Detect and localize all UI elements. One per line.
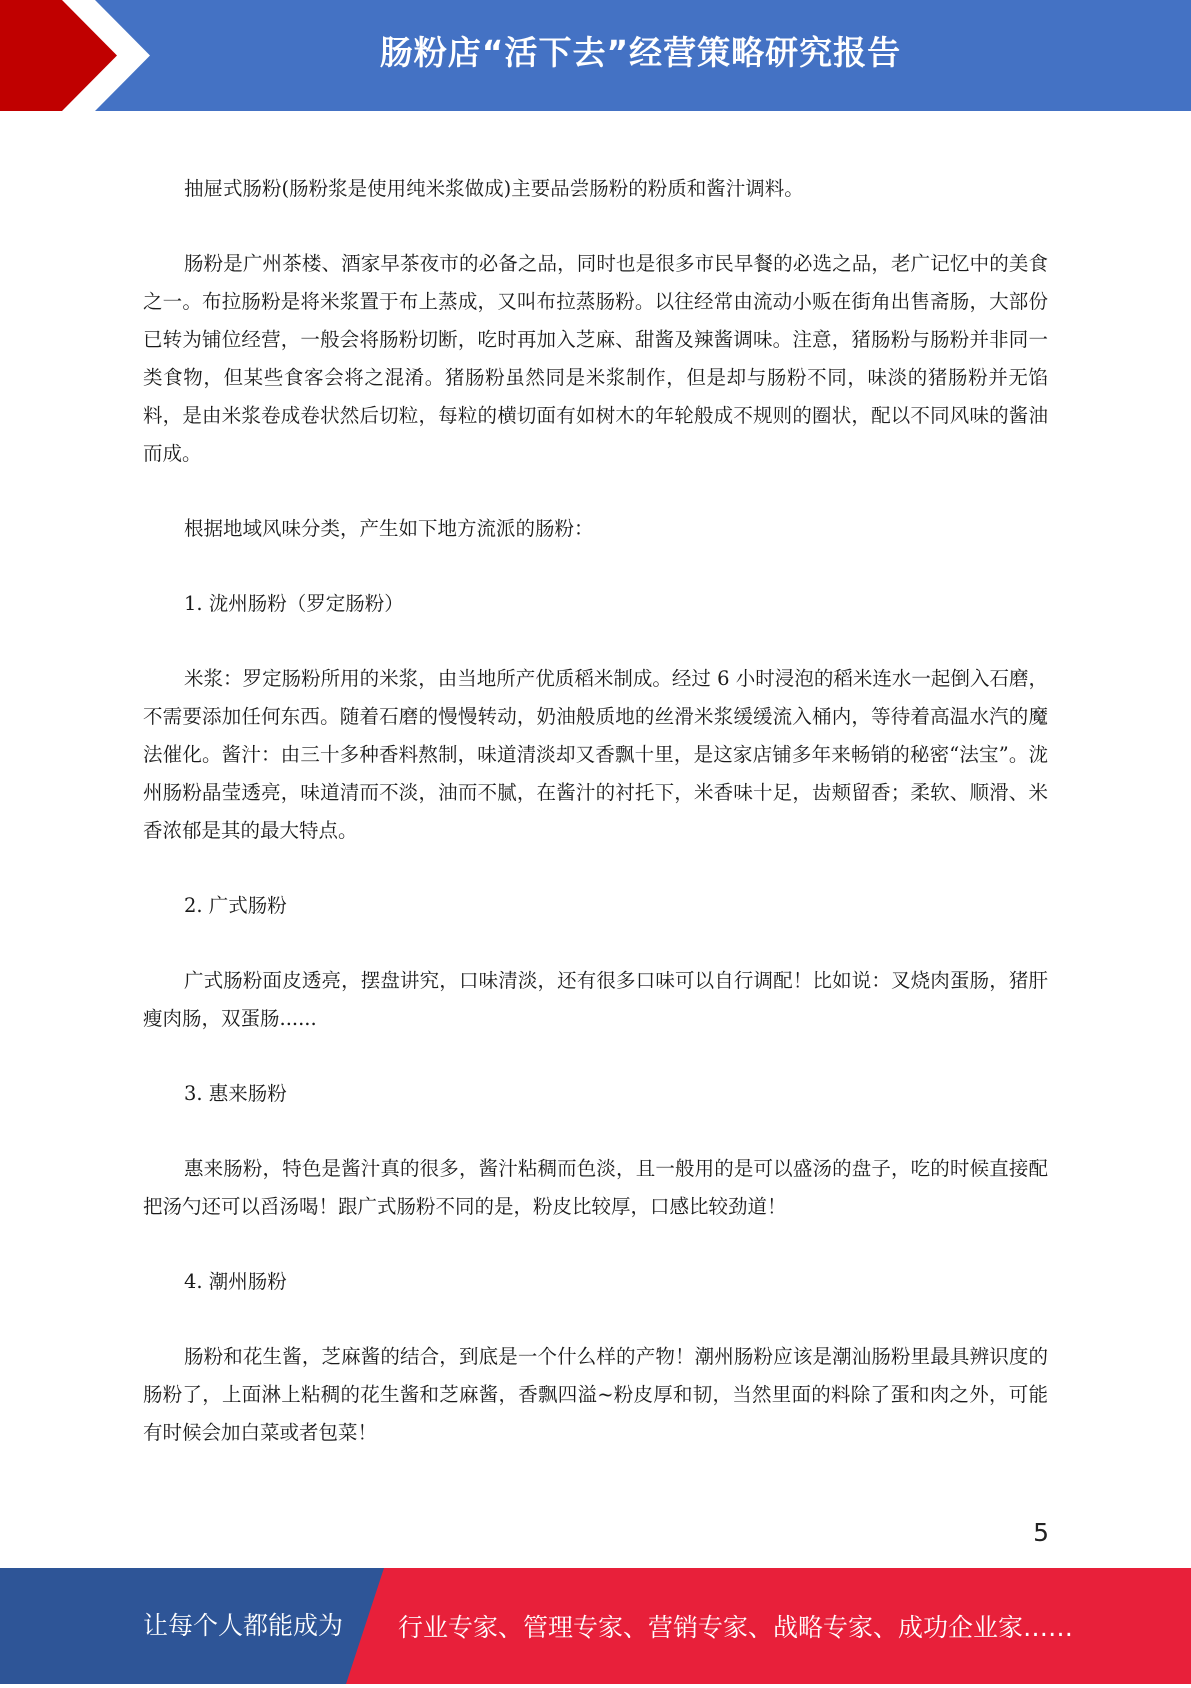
- section-heading: 3. 惠来肠粉: [184, 1082, 287, 1105]
- header-band: [0, 0, 1191, 111]
- paragraph: 根据地域风味分类，产生如下地方流派的肠粉：: [184, 517, 594, 540]
- page-title: 肠粉店“活下去”经营策略研究报告: [379, 33, 902, 72]
- footer-slogan-left: 让每个人都能成为: [143, 1611, 344, 1640]
- section-heading: 2. 广式肠粉: [184, 894, 287, 917]
- paragraph: 肠粉是广州茶楼、酒家早茶夜市的必备之品，同时也是很多市民早餐的必选之品，老广记忆中的美食之一。布拉肠粉是将米浆置于布上蒸成，又叫布拉蒸肠粉。以往经常由流动小贩在街角出售斋肠，大部份已转为铺位经营，一般会将肠粉切断，吃时再加入芝麻、甜酱及辣酱调味。注意，猪肠粉与肠粉并非同一类食物，但某些食客会将之混淆。猪肠粉虽然同是米浆制作，但是却与肠粉不同，味淡的猪肠粉并无馅料，是由米浆卷成卷状然后切粒，每粒的横切面有如树木的年轮般成不规则的圈状，配以不同风味的酱油而成。: [143, 252, 1048, 465]
- section-heading: 1. 泷州肠粉（罗定肠粉）: [184, 592, 404, 615]
- section-heading: 4. 潮州肠粉: [184, 1270, 287, 1293]
- paragraph: 抽屉式肠粉(肠粉浆是使用纯米浆做成)主要品尝肠粉的粉质和酱汁调料。: [184, 177, 804, 200]
- footer-slogan-right: 行业专家、管理专家、营销专家、战略专家、成功企业家……: [398, 1613, 1074, 1642]
- page-number: 5: [1033, 1518, 1049, 1547]
- paragraph: 肠粉和花生酱，芝麻酱的结合，到底是一个什么样的产物！潮州肠粉应该是潮汕肠粉里最具辨识度的肠粉了，上面淋上粘稠的花生酱和芝麻酱，香飘四溢~粉皮厚和韧，当然里面的料除了蛋和肉之外，可能有时候会加白菜或者包菜！: [143, 1345, 1048, 1444]
- paragraph: 米浆：罗定肠粉所用的米浆，由当地所产优质稻米制成。经过 6 小时浸泡的稻米连水一起倒入石磨，不需要添加任何东西。随着石磨的慢慢转动，奶油般质地的丝滑米浆缓缓流入桶内，等待着高温水汽的魔法催化。酱汁：由三十多种香料熬制，味道清淡却又香飘十里，是这家店铺多年来畅销的秘密“法宝”。泷州肠粉晶莹透亮，味道清而不淡，油而不腻，在酱汁的衬托下，米香味十足，齿颊留香；柔软、顺滑、米香浓郁是其的最大特点。: [143, 667, 1048, 842]
- footer-band: [0, 1568, 1191, 1684]
- paragraph: 惠来肠粉，特色是酱汁真的很多，酱汁粘稠而色淡，且一般用的是可以盛汤的盘子，吃的时候直接配把汤勺还可以舀汤喝！跟广式肠粉不同的是，粉皮比较厚，口感比较劲道！: [143, 1157, 1048, 1218]
- document-body: [143, 170, 1048, 1489]
- paragraph: 广式肠粉面皮透亮，摆盘讲究，口味清淡，还有很多口味可以自行调配！比如说：叉烧肉蛋肠，猪肝瘦肉肠，双蛋肠......: [143, 969, 1048, 1030]
